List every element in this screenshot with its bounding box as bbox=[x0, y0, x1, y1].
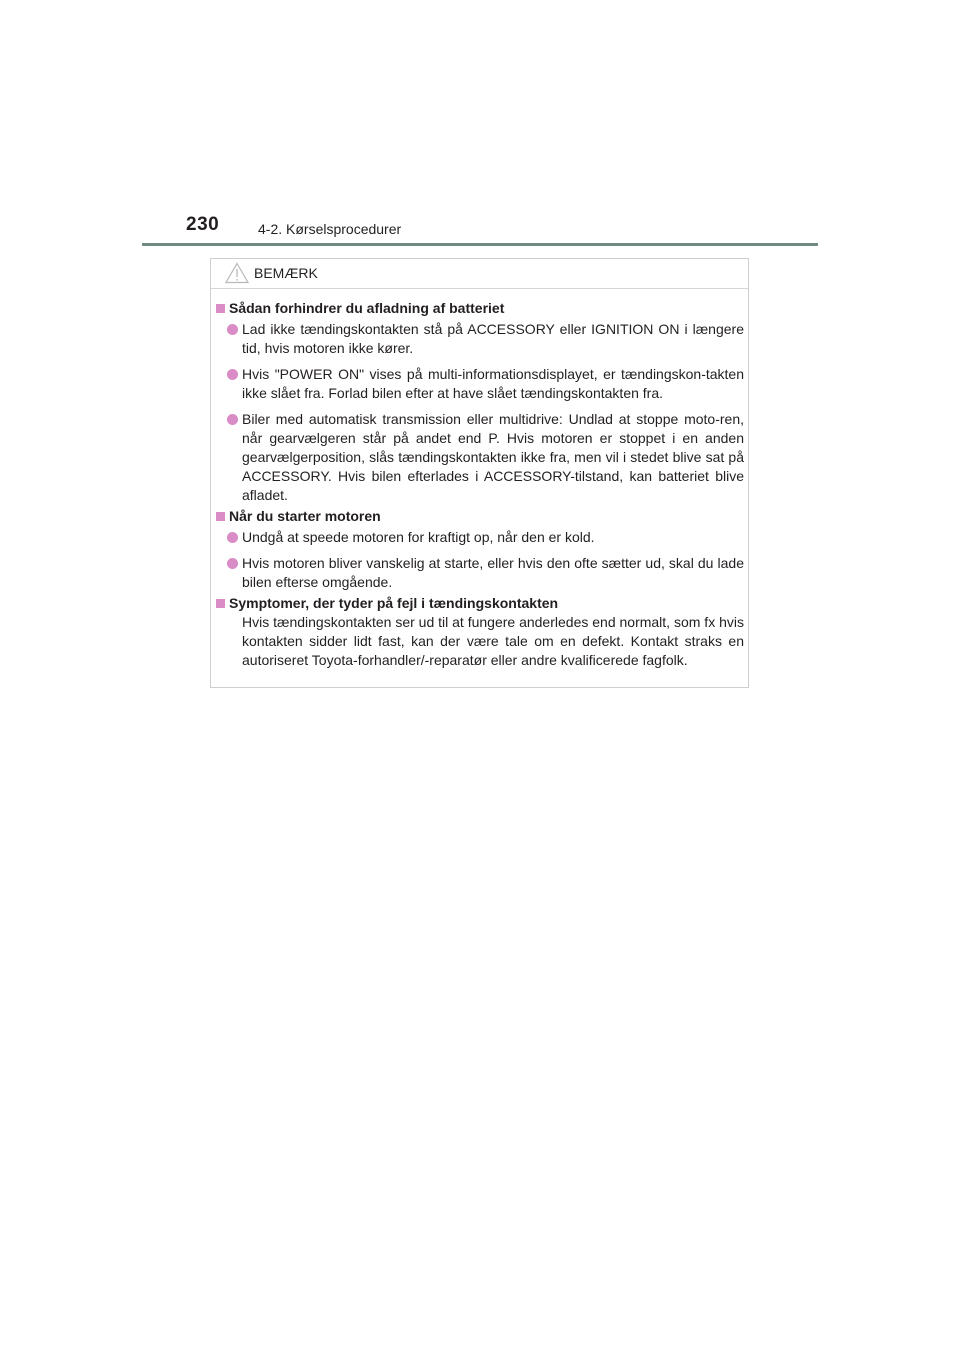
page-number: 230 bbox=[186, 214, 220, 235]
square-bullet-icon bbox=[216, 512, 225, 521]
bullet-item: Undgå at speede motoren for kraftigt op, når den er kold. bbox=[242, 528, 744, 547]
caution-header bbox=[211, 259, 748, 289]
bullet-item: Lad ikke tændingskontakten stå på ACCESSORY eller IGNITION ON i længere tid, hvis motoren ikke kører. bbox=[242, 320, 744, 358]
page-header bbox=[0, 0, 960, 250]
round-bullet-icon bbox=[227, 324, 238, 335]
section-heading: Sådan forhindrer du afladning af batteriet bbox=[216, 299, 750, 318]
round-bullet-icon bbox=[227, 414, 238, 425]
round-bullet-icon bbox=[227, 532, 238, 543]
round-bullet-icon bbox=[227, 369, 238, 380]
bullet-item: Hvis motoren bliver vanskelig at starte, eller hvis den ofte sætter ud, skal du lade bilen efterse omgående. bbox=[242, 554, 744, 592]
section-heading: Når du starter motoren bbox=[216, 507, 750, 526]
round-bullet-icon bbox=[227, 558, 238, 569]
header-rule bbox=[142, 243, 818, 246]
section-heading: Symptomer, der tyder på fejl i tændingskontakten bbox=[216, 594, 750, 613]
warning-triangle-icon bbox=[225, 262, 249, 284]
bullet-item: Hvis "POWER ON" vises på multi-informationsdisplayet, er tændingskon-takten ikke slået fra. Forlad bilen efter at have slået tændingskontakten fra. bbox=[242, 365, 744, 403]
section-paragraph: Hvis tændingskontakten ser ud til at fungere anderledes end normalt, som fx hvis kontakten sidder lidt fast, kan der være tale om en defekt. Kontakt straks en autoriseret Toyota-forhandler/-reparatør eller andre kvalificerede fagfolk. bbox=[242, 614, 744, 668]
caution-body bbox=[211, 299, 750, 670]
square-bullet-icon bbox=[216, 599, 225, 608]
caution-label: BEMÆRK bbox=[254, 265, 318, 281]
bullet-item: Biler med automatisk transmission eller multidrive: Undlad at stoppe moto-ren, når gearvælgeren står på andet end P. Hvis motoren er stoppet i en anden gearvælgerposition, slås tændingskontakten ikke fra, men vil i stedet blive sat på ACCESSORY. Hvis bilen efterlades i ACCESSORY-tilstand, kan batteriet blive afladet. bbox=[242, 410, 744, 505]
square-bullet-icon bbox=[216, 304, 225, 313]
caution-box bbox=[210, 258, 749, 688]
section-title: 4-2. Kørselsprocedurer bbox=[258, 221, 402, 237]
